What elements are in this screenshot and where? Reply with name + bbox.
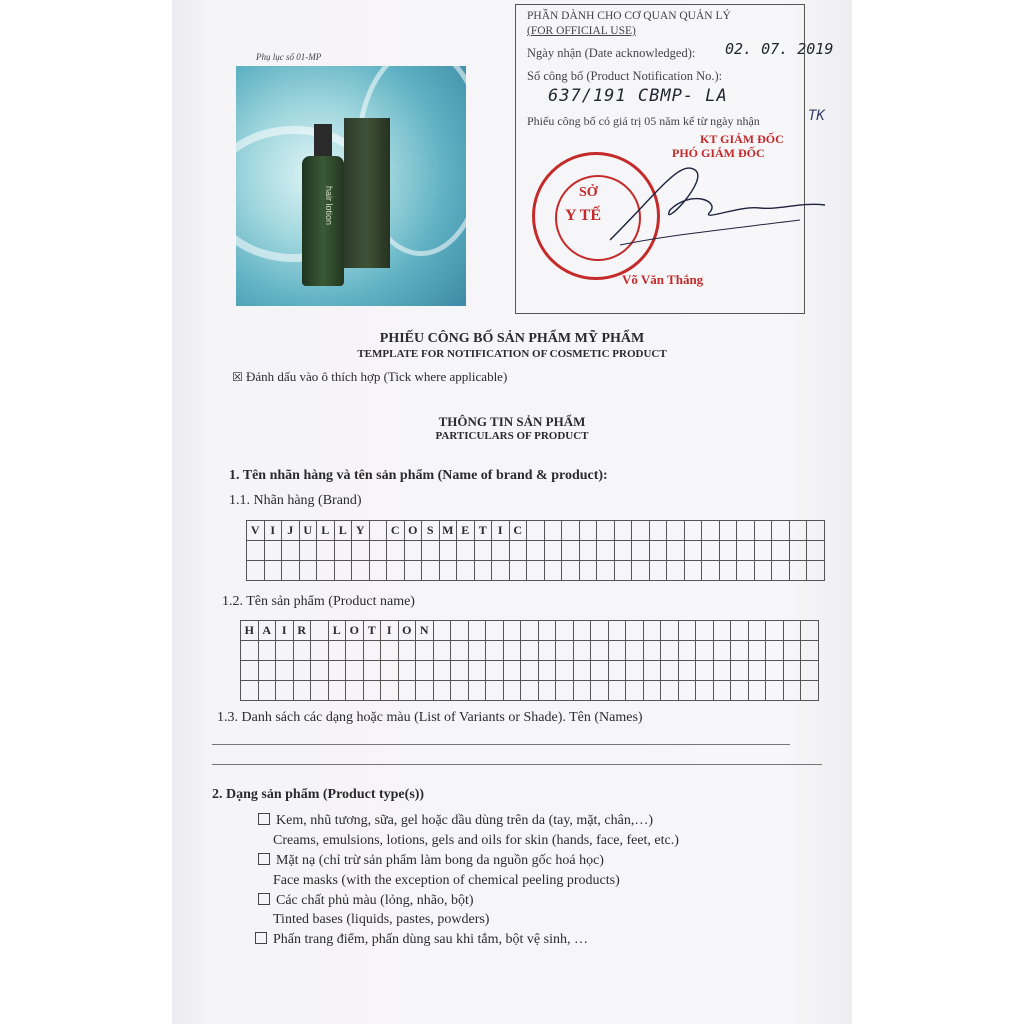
grid-cell (241, 661, 259, 681)
grid-cell (783, 661, 801, 681)
grid-cell (282, 541, 300, 561)
grid-cell (807, 521, 825, 541)
grid-cell (503, 681, 521, 701)
date-value: 02. 07. 2019 (725, 40, 834, 58)
grid-cell (661, 641, 679, 661)
grid-cell (579, 541, 597, 561)
grid-cell (573, 661, 591, 681)
grid-cell (311, 661, 329, 681)
grid-cell (766, 661, 784, 681)
grid-cell: I (264, 521, 282, 541)
grid-cell (556, 661, 574, 681)
grid-cell (702, 521, 720, 541)
grid-cell (591, 681, 609, 701)
grid-cell (422, 561, 440, 581)
grid-cell (544, 521, 562, 541)
grid-cell (468, 641, 486, 661)
grid-cell (457, 541, 475, 561)
grid-cell (562, 561, 580, 581)
grid-cell (748, 621, 766, 641)
grid-cell (772, 561, 790, 581)
grid-cell (643, 661, 661, 681)
grid-cell (608, 621, 626, 641)
grid-cell (398, 661, 416, 681)
grid-cell (573, 641, 591, 661)
grid-cell (754, 541, 772, 561)
grid-cell (416, 681, 434, 701)
grid-cell (346, 641, 364, 661)
grid-cell (643, 641, 661, 661)
grid-cell (492, 541, 510, 561)
grid-cell (801, 681, 819, 701)
product-name-label: 1.2. Tên sản phẩm (Product name) (222, 594, 415, 609)
particulars-title: THÔNG TIN SẢN PHẨM (438, 414, 586, 429)
grid-cell (258, 641, 276, 661)
grid-cell (783, 681, 801, 701)
grid-cell (387, 561, 405, 581)
grid-cell (276, 641, 294, 661)
grid-cell: N (416, 621, 434, 641)
grid-cell (684, 541, 702, 561)
grid-cell (643, 621, 661, 641)
grid-cell (667, 561, 685, 581)
grid-cell (696, 681, 714, 701)
grid-cell (503, 621, 521, 641)
grid-cell (311, 681, 329, 701)
grid-cell (667, 521, 685, 541)
grid-cell (404, 541, 422, 561)
grid-cell (538, 661, 556, 681)
grid-cell (258, 681, 276, 701)
grid-cell (597, 521, 615, 541)
grid-cell (597, 561, 615, 581)
bottle-label: hair lotion (324, 186, 334, 226)
grid-cell (544, 561, 562, 581)
form-title-en: TEMPLATE FOR NOTIFICATION OF COSMETIC PRODUCT (357, 348, 667, 360)
grid-cell (299, 561, 317, 581)
grid-cell: C (387, 521, 405, 541)
grid-cell (696, 641, 714, 661)
grid-cell (731, 681, 749, 701)
grid-cell (748, 681, 766, 701)
grid-cell (276, 661, 294, 681)
grid-cell: I (381, 621, 399, 641)
grid-cell (801, 661, 819, 681)
grid-cell (328, 681, 346, 701)
grid-cell: O (398, 621, 416, 641)
grid-cell (387, 541, 405, 561)
grid-cell (352, 541, 370, 561)
grid-cell: O (404, 521, 422, 541)
grid-cell (789, 541, 807, 561)
grid-cell (276, 681, 294, 701)
grid-cell (801, 641, 819, 661)
grid-cell (766, 681, 784, 701)
grid-cell (433, 661, 451, 681)
grid-cell (352, 561, 370, 581)
grid-cell (334, 561, 352, 581)
grid-cell (731, 641, 749, 661)
variants-label: 1.3. Danh sách các dạng hoặc màu (List of Variants or Shade). Tên (Names) (217, 710, 643, 725)
grid-cell (608, 661, 626, 681)
grid-cell (509, 561, 527, 581)
grid-cell (731, 661, 749, 681)
grid-cell (293, 661, 311, 681)
grid-cell (754, 561, 772, 581)
grid-cell (737, 541, 755, 561)
grid-cell (433, 641, 451, 661)
grid-cell (503, 661, 521, 681)
form-title: PHIẾU CÔNG BỐ SẢN PHẨM MỸ PHẨM (379, 331, 645, 346)
grid-cell (241, 641, 259, 661)
grid-cell (649, 541, 667, 561)
checkbox-icon[interactable] (258, 853, 270, 865)
grid-cell (772, 521, 790, 541)
role-line-2: PHÓ GIÁM ĐỐC (672, 146, 765, 160)
grid-cell: L (328, 621, 346, 641)
section-2-heading: 2. Dạng sản phẩm (Product type(s)) (212, 787, 425, 802)
grid-cell (678, 641, 696, 661)
grid-cell: C (509, 521, 527, 541)
grid-cell (737, 561, 755, 581)
grid-cell (591, 641, 609, 661)
official-seal: SỞ Y TẾ (532, 152, 660, 280)
grid-cell (713, 661, 731, 681)
grid-cell (468, 661, 486, 681)
grid-cell (556, 641, 574, 661)
grid-cell: Y (352, 521, 370, 541)
product-type-option-en: Face masks (with the exception of chemical peeling products) (273, 873, 620, 888)
brand-label: 1.1. Nhãn hàng (Brand) (229, 493, 362, 508)
grid-cell (521, 661, 539, 681)
grid-cell: V (247, 521, 265, 541)
grid-cell (678, 661, 696, 681)
grid-cell (433, 681, 451, 701)
grid-cell: S (422, 521, 440, 541)
grid-cell (556, 681, 574, 701)
grid-cell (766, 621, 784, 641)
grid-cell (719, 541, 737, 561)
grid-cell (416, 641, 434, 661)
grid-cell (696, 661, 714, 681)
grid-cell (626, 661, 644, 681)
grid-cell (538, 641, 556, 661)
official-header: PHẦN DÀNH CHO CƠ QUAN QUẢN LÝ (527, 10, 731, 22)
grid-cell (591, 661, 609, 681)
grid-cell (474, 541, 492, 561)
grid-cell: I (492, 521, 510, 541)
product-type-option[interactable]: Mặt nạ (chỉ trừ sản phẩm làm bong da nguồn gốc hoá học) (258, 853, 604, 869)
grid-cell (439, 541, 457, 561)
grid-cell (486, 661, 504, 681)
grid-cell (661, 681, 679, 701)
grid-cell (713, 621, 731, 641)
grid-cell: M (439, 521, 457, 541)
grid-cell (346, 681, 364, 701)
grid-cell (737, 521, 755, 541)
grid-cell (451, 681, 469, 701)
grid-cell: L (317, 521, 335, 541)
grid-cell (247, 541, 265, 561)
grid-cell (247, 561, 265, 581)
grid-cell (696, 621, 714, 641)
grid-cell (241, 681, 259, 701)
grid-cell (591, 621, 609, 641)
grid-cell (264, 561, 282, 581)
signature (600, 150, 830, 260)
grid-cell (363, 641, 381, 661)
grid-cell (678, 681, 696, 701)
grid-cell (649, 521, 667, 541)
grid-cell (748, 661, 766, 681)
grid-cell (719, 521, 737, 541)
grid-cell (492, 561, 510, 581)
grid-cell (398, 641, 416, 661)
grid-cell (451, 641, 469, 661)
grid-cell (509, 541, 527, 561)
grid-cell (719, 561, 737, 581)
grid-cell (556, 621, 574, 641)
grid-cell (579, 561, 597, 581)
grid-cell (474, 561, 492, 581)
grid-cell (807, 541, 825, 561)
grid-cell (626, 621, 644, 641)
grid-cell (661, 661, 679, 681)
grid-cell (789, 561, 807, 581)
grid-cell (503, 641, 521, 661)
grid-cell (369, 541, 387, 561)
product-photo (236, 66, 466, 306)
grid-cell (614, 521, 632, 541)
grid-cell (451, 621, 469, 641)
grid-cell (573, 681, 591, 701)
product-type-option[interactable]: Các chất phủ màu (lỏng, nhão, bột) (258, 893, 474, 909)
initials: TK (808, 108, 825, 124)
grid-cell (801, 621, 819, 641)
grid-cell (468, 621, 486, 641)
grid-cell (416, 661, 434, 681)
grid-cell (544, 541, 562, 561)
notification-number-value: 637/191 CBMP- LA (548, 86, 728, 106)
grid-cell (713, 681, 731, 701)
grid-cell (684, 561, 702, 581)
grid-cell (317, 561, 335, 581)
grid-cell (538, 621, 556, 641)
grid-cell (422, 541, 440, 561)
grid-cell (527, 521, 545, 541)
checkbox-icon[interactable] (258, 893, 270, 905)
grid-cell (311, 641, 329, 661)
grid-cell (562, 521, 580, 541)
grid-cell (597, 541, 615, 561)
signer-name: Võ Văn Thắng (622, 272, 704, 287)
grid-cell (789, 521, 807, 541)
grid-cell: H (241, 621, 259, 641)
section-1-heading: 1. Tên nhãn hàng và tên sản phẩm (Name of brand & product): (229, 468, 608, 483)
grid-cell (457, 561, 475, 581)
validity-text: Phiếu công bố có giá trị 05 năm kể từ ngày nhận (527, 114, 760, 128)
grid-cell (486, 681, 504, 701)
notification-number-label: Số công bố (Product Notification No.): (527, 69, 723, 83)
grid-cell (702, 561, 720, 581)
grid-cell (731, 621, 749, 641)
grid-cell (521, 621, 539, 641)
grid-cell (684, 521, 702, 541)
grid-cell (299, 541, 317, 561)
grid-cell (667, 541, 685, 561)
role-line-1: KT GIÁM ĐỐC (700, 132, 784, 146)
official-header-en: (FOR OFFICIAL USE) (527, 25, 636, 37)
grid-cell (614, 541, 632, 561)
product-type-option-en: Creams, emulsions, lotions, gels and oils for skin (hands, face, feet, etc.) (273, 833, 679, 848)
grid-cell (264, 541, 282, 561)
grid-cell (334, 541, 352, 561)
grid-cell (766, 641, 784, 661)
particulars-title-en: PARTICULARS OF PRODUCT (435, 430, 589, 442)
grid-cell (468, 681, 486, 701)
grid-cell (317, 541, 335, 561)
grid-cell: A (258, 621, 276, 641)
grid-cell (579, 521, 597, 541)
grid-cell (527, 561, 545, 581)
grid-cell: J (282, 521, 300, 541)
grid-cell (521, 681, 539, 701)
checkbox-icon[interactable] (255, 932, 267, 944)
product-name-grid (240, 620, 819, 701)
grid-cell (713, 641, 731, 661)
grid-cell (258, 661, 276, 681)
grid-cell: O (346, 621, 364, 641)
grid-cell (363, 661, 381, 681)
grid-cell (369, 521, 387, 541)
grid-cell (573, 621, 591, 641)
grid-cell (632, 521, 650, 541)
grid-cell (404, 561, 422, 581)
grid-cell (562, 541, 580, 561)
ticked-checkbox-icon: ☒ (232, 370, 243, 384)
grid-cell (772, 541, 790, 561)
grid-cell (328, 641, 346, 661)
grid-cell (293, 681, 311, 701)
grid-cell (311, 621, 329, 641)
grid-cell (748, 641, 766, 661)
grid-cell: R (293, 621, 311, 641)
grid-cell: E (457, 521, 475, 541)
grid-cell (328, 661, 346, 681)
grid-cell (451, 661, 469, 681)
grid-cell (783, 621, 801, 641)
grid-cell (293, 641, 311, 661)
grid-cell (398, 681, 416, 701)
grid-cell (608, 641, 626, 661)
grid-cell (626, 641, 644, 661)
grid-cell: U (299, 521, 317, 541)
grid-cell: T (363, 621, 381, 641)
grid-cell (346, 661, 364, 681)
checkbox-icon[interactable] (258, 813, 270, 825)
grid-cell (661, 621, 679, 641)
grid-cell (363, 681, 381, 701)
product-type-option[interactable]: Phấn trang điểm, phấn dùng sau khi tắm, bột vệ sinh, … (255, 932, 588, 948)
grid-cell (643, 681, 661, 701)
grid-cell: I (276, 621, 294, 641)
grid-cell (649, 561, 667, 581)
grid-cell (626, 681, 644, 701)
grid-cell: T (474, 521, 492, 541)
grid-cell (754, 521, 772, 541)
grid-cell (538, 681, 556, 701)
grid-cell (678, 621, 696, 641)
grid-cell (433, 621, 451, 641)
grid-cell (486, 621, 504, 641)
tick-note: ☒ Đánh dấu vào ô thích hợp (Tick where applicable) (232, 369, 508, 384)
grid-cell (381, 681, 399, 701)
grid-cell (807, 561, 825, 581)
grid-cell (702, 541, 720, 561)
grid-cell (486, 641, 504, 661)
grid-cell (381, 661, 399, 681)
date-label: Ngày nhận (Date acknowledged): (527, 46, 696, 60)
grid-cell (527, 541, 545, 561)
grid-cell: L (334, 521, 352, 541)
variants-line-2 (212, 764, 822, 765)
grid-cell (632, 541, 650, 561)
variants-line-1 (212, 744, 790, 745)
grid-cell (439, 561, 457, 581)
product-type-option[interactable]: Kem, nhũ tương, sữa, gel hoặc dầu dùng trên da (tay, mặt, chân,…) (258, 813, 653, 829)
grid-cell (381, 641, 399, 661)
brand-grid (246, 520, 825, 581)
product-type-option-en: Tinted bases (liquids, pastes, powders) (273, 912, 490, 927)
annex-label: Phụ lục số 01-MP (256, 52, 322, 62)
grid-cell (632, 561, 650, 581)
grid-cell (614, 561, 632, 581)
grid-cell (608, 681, 626, 701)
grid-cell (282, 561, 300, 581)
grid-cell (521, 641, 539, 661)
grid-cell (783, 641, 801, 661)
grid-cell (369, 561, 387, 581)
